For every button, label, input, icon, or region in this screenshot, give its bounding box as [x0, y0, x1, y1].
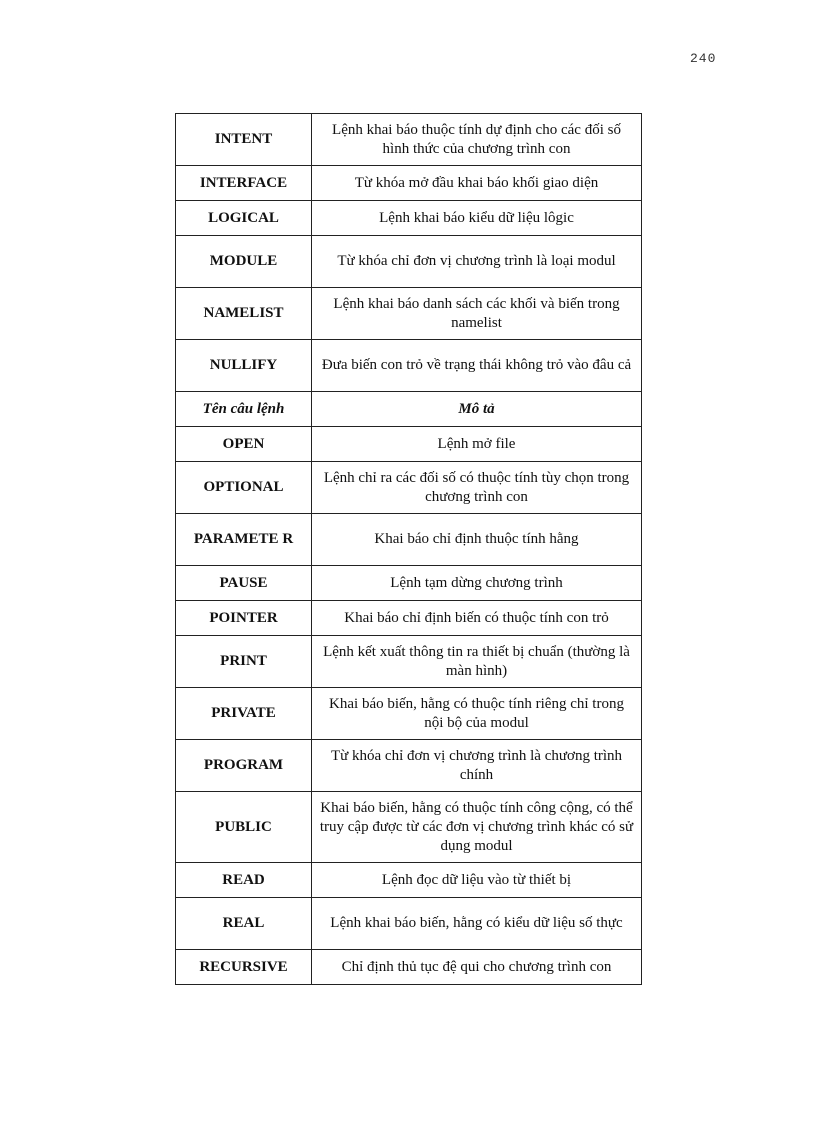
command-description-cell: Chỉ định thủ tục đệ qui cho chương trình con — [312, 950, 642, 985]
table-header-row — [176, 392, 642, 427]
command-name-cell: PARAMETE R — [176, 514, 312, 566]
command-description-cell: Khai báo biến, hằng có thuộc tính riêng chỉ trong nội bộ của modul — [312, 688, 642, 740]
page-number: 240 — [690, 51, 717, 66]
table-row — [176, 514, 642, 566]
command-name-cell: LOGICAL — [176, 201, 312, 236]
command-description-cell: Lệnh khai báo thuộc tính dự định cho các đối số hình thức của chương trình con — [312, 114, 642, 166]
command-name-cell: RECURSIVE — [176, 950, 312, 985]
command-description-cell: Đưa biến con trỏ về trạng thái không trỏ vào đâu cả — [312, 340, 642, 392]
command-description-cell: Lệnh chỉ ra các đối số có thuộc tính tùy chọn trong chương trình con — [312, 462, 642, 514]
command-name-cell: NAMELIST — [176, 288, 312, 340]
command-description-cell: Lệnh tạm dừng chương trình — [312, 566, 642, 601]
command-description-cell: Lệnh khai báo biến, hằng có kiểu dữ liệu số thực — [312, 898, 642, 950]
table-row — [176, 166, 642, 201]
table-row — [176, 236, 642, 288]
column-header-command-name: Tên câu lệnh — [176, 392, 312, 427]
command-table — [175, 113, 642, 985]
command-description-cell: Khai báo chỉ định thuộc tính hằng — [312, 514, 642, 566]
table-row — [176, 898, 642, 950]
table-row — [176, 566, 642, 601]
command-table-body — [176, 114, 642, 985]
command-name-cell: NULLIFY — [176, 340, 312, 392]
command-description-cell: Khai báo biến, hằng có thuộc tính công cộng, có thể truy cập được từ các đơn vị chương trình khác có sử dụng modul — [312, 792, 642, 863]
table-row — [176, 863, 642, 898]
command-name-cell: PRIVATE — [176, 688, 312, 740]
command-name-cell: OPEN — [176, 427, 312, 462]
column-header-description: Mô tả — [312, 392, 642, 427]
table-row — [176, 340, 642, 392]
command-description-cell: Từ khóa mở đầu khai báo khối giao diện — [312, 166, 642, 201]
table-row — [176, 201, 642, 236]
command-description-cell: Từ khóa chỉ đơn vị chương trình là loại modul — [312, 236, 642, 288]
command-description-cell: Lệnh đọc dữ liệu vào từ thiết bị — [312, 863, 642, 898]
table-row — [176, 950, 642, 985]
table-row — [176, 792, 642, 863]
table-row — [176, 288, 642, 340]
table-row — [176, 427, 642, 462]
table-row — [176, 636, 642, 688]
command-name-cell: OPTIONAL — [176, 462, 312, 514]
command-name-cell: INTENT — [176, 114, 312, 166]
command-name-cell: MODULE — [176, 236, 312, 288]
table-row — [176, 462, 642, 514]
command-name-cell: PAUSE — [176, 566, 312, 601]
command-description-cell: Từ khóa chỉ đơn vị chương trình là chương trình chính — [312, 740, 642, 792]
table-row — [176, 601, 642, 636]
command-name-cell: PUBLIC — [176, 792, 312, 863]
command-name-cell: POINTER — [176, 601, 312, 636]
command-name-cell: PRINT — [176, 636, 312, 688]
command-description-cell: Lệnh khai báo kiểu dữ liệu lôgic — [312, 201, 642, 236]
table-row — [176, 740, 642, 792]
table-row — [176, 688, 642, 740]
command-description-cell: Lệnh kết xuất thông tin ra thiết bị chuẩn (thường là màn hình) — [312, 636, 642, 688]
command-name-cell: REAL — [176, 898, 312, 950]
command-name-cell: READ — [176, 863, 312, 898]
command-name-cell: INTERFACE — [176, 166, 312, 201]
command-name-cell: PROGRAM — [176, 740, 312, 792]
command-description-cell: Khai báo chỉ định biến có thuộc tính con trỏ — [312, 601, 642, 636]
command-description-cell: Lệnh khai báo danh sách các khối và biến trong namelist — [312, 288, 642, 340]
command-description-cell: Lệnh mở file — [312, 427, 642, 462]
table-row — [176, 114, 642, 166]
